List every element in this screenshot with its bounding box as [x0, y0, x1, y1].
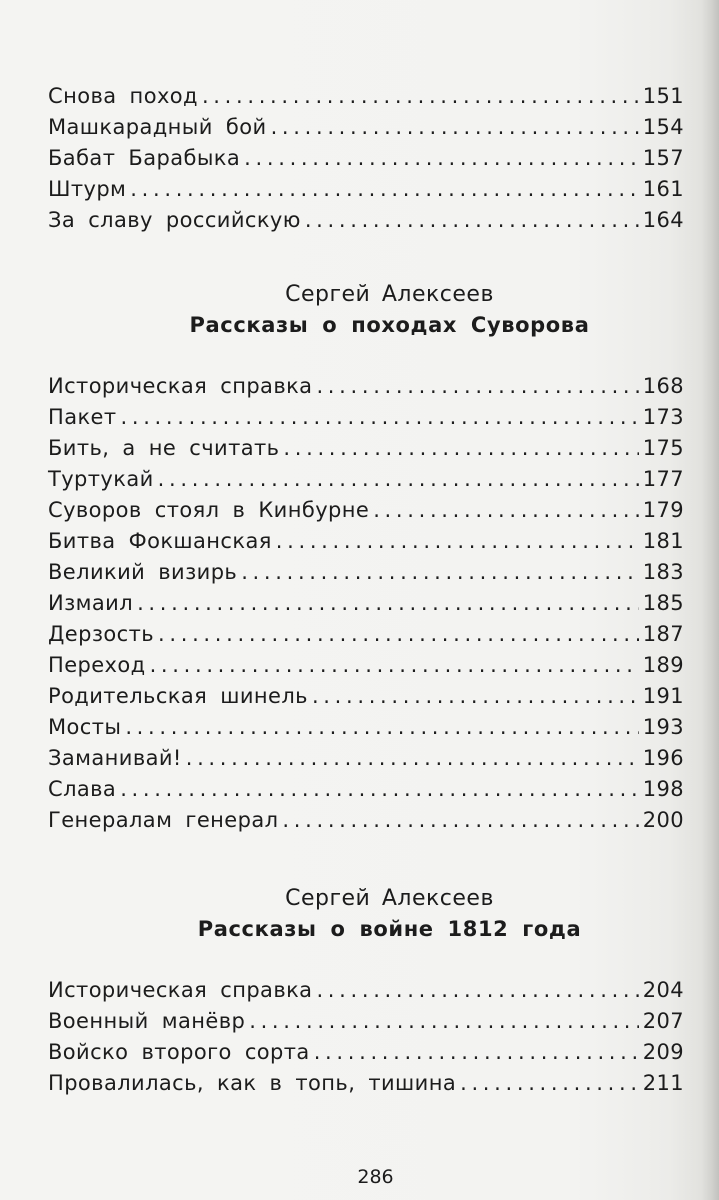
toc-entry — [48, 208, 684, 239]
toc-entry-title: Великий визирь — [48, 560, 238, 584]
leader-dots — [241, 560, 639, 584]
toc-entry — [48, 405, 684, 436]
toc-group-1812 — [48, 978, 684, 1102]
toc-entry-page: 198 — [642, 777, 684, 801]
leader-dots — [316, 978, 638, 1002]
toc-entry-page: 175 — [642, 436, 684, 460]
toc-entry-title: Туртукай — [48, 467, 154, 491]
toc-group-continued — [48, 84, 684, 239]
toc-entry-title: Войско второго сорта — [48, 1040, 310, 1064]
toc-entry-title: Пакет — [48, 405, 117, 429]
toc-entry-page: 185 — [642, 591, 684, 615]
toc-entry-page: 179 — [642, 498, 684, 522]
toc-entry — [48, 653, 684, 684]
leader-dots — [305, 208, 639, 232]
toc-entry-page: 200 — [642, 808, 684, 832]
toc-entry-title: Родительская шинель — [48, 684, 308, 708]
toc-entry-page: 207 — [642, 1009, 684, 1033]
toc-entry-title: Битва Фокшанская — [48, 529, 272, 553]
leader-dots — [312, 684, 639, 708]
toc-entry-page: 183 — [642, 560, 684, 584]
toc-entry-title: Снова поход — [48, 84, 198, 108]
toc-entry-page: 204 — [642, 978, 684, 1002]
page-number: 286 — [357, 1166, 394, 1188]
leader-dots — [276, 529, 639, 553]
leader-dots — [120, 777, 639, 801]
toc-entry-title: Бабат Барабыка — [48, 146, 241, 170]
toc-group-suvorov — [48, 374, 684, 839]
toc-entry — [48, 529, 684, 560]
leader-dots — [137, 591, 639, 615]
toc-entry-title: Машкарадный бой — [48, 115, 267, 139]
leader-dots — [150, 653, 639, 677]
leader-dots — [186, 746, 639, 770]
leader-dots — [271, 115, 639, 139]
toc-entry-title: Генералам генерал — [48, 808, 279, 832]
toc-entry — [48, 777, 684, 808]
toc-entry — [48, 591, 684, 622]
toc-entry — [48, 84, 684, 115]
leader-dots — [158, 622, 639, 646]
toc-entry — [48, 498, 684, 529]
page-gutter-shadow — [701, 0, 719, 1200]
toc-entry-title: Историческая справка — [48, 374, 313, 398]
toc-entry — [48, 115, 684, 146]
section-heading-1812 — [0, 886, 719, 941]
toc-entry-page: 154 — [642, 115, 684, 139]
leader-dots — [314, 1040, 639, 1064]
section-title: Рассказы о походах Суворова — [189, 313, 590, 337]
leader-dots — [130, 177, 638, 201]
leader-dots — [158, 467, 639, 491]
toc-entry-title: Бить, а не считать — [48, 436, 280, 460]
toc-entry-page: 177 — [642, 467, 684, 491]
toc-entry — [48, 374, 684, 405]
toc-entry — [48, 808, 684, 839]
toc-entry-page: 164 — [642, 208, 684, 232]
toc-entry — [48, 467, 684, 498]
toc-entry-page: 189 — [642, 653, 684, 677]
toc-entry-page: 211 — [642, 1071, 684, 1095]
toc-entry-title: Военный манёвр — [48, 1009, 246, 1033]
toc-entry-title: Заманивай! — [48, 746, 182, 770]
toc-entry-title: Суворов стоял в Кинбурне — [48, 498, 370, 522]
toc-entry-title: Мосты — [48, 715, 122, 739]
toc-entry-title: Измаил — [48, 591, 134, 615]
section-author: Сергей Алексеев — [285, 282, 494, 307]
toc-entry — [48, 684, 684, 715]
toc-entry-title: Историческая справка — [48, 978, 313, 1002]
leader-dots — [316, 374, 638, 398]
toc-entry-page: 157 — [642, 146, 684, 170]
leader-dots — [244, 146, 639, 170]
toc-entry-page: 191 — [642, 684, 684, 708]
toc-entry-title: За славу российскую — [48, 208, 301, 232]
leader-dots — [460, 1071, 639, 1095]
toc-entry-page: 196 — [642, 746, 684, 770]
toc-entry — [48, 746, 684, 777]
toc-entry-page: 209 — [642, 1040, 684, 1064]
toc-entry — [48, 1009, 684, 1040]
leader-dots — [202, 84, 639, 108]
toc-entry-page: 193 — [642, 715, 684, 739]
toc-entry — [48, 622, 684, 653]
toc-entry-title: Слава — [48, 777, 117, 801]
leader-dots — [249, 1009, 638, 1033]
toc-entry-title: Штурм — [48, 177, 127, 201]
toc-entry — [48, 1071, 684, 1102]
toc-entry-title: Переход — [48, 653, 146, 677]
toc-entry — [48, 978, 684, 1009]
leader-dots — [283, 436, 638, 460]
toc-entry-page: 161 — [642, 177, 684, 201]
leader-dots — [121, 405, 639, 429]
section-heading-suvorov — [0, 282, 719, 337]
leader-dots — [282, 808, 638, 832]
toc-entry-page: 151 — [642, 84, 684, 108]
toc-entry — [48, 715, 684, 746]
toc-entry — [48, 560, 684, 591]
toc-entry — [48, 177, 684, 208]
toc-entry — [48, 436, 684, 467]
toc-entry-page: 173 — [642, 405, 684, 429]
toc-entry-page: 187 — [642, 622, 684, 646]
toc-entry — [48, 146, 684, 177]
toc-entry-title: Провалилась, как в топь, тишина — [48, 1071, 457, 1095]
toc-entry-page: 168 — [642, 374, 684, 398]
toc-entry-title: Дерзость — [48, 622, 155, 646]
leader-dots — [373, 498, 639, 522]
section-author: Сергей Алексеев — [285, 886, 494, 911]
toc-entry — [48, 1040, 684, 1071]
section-title: Рассказы о войне 1812 года — [197, 917, 582, 941]
toc-entry-page: 181 — [642, 529, 684, 553]
leader-dots — [125, 715, 638, 739]
